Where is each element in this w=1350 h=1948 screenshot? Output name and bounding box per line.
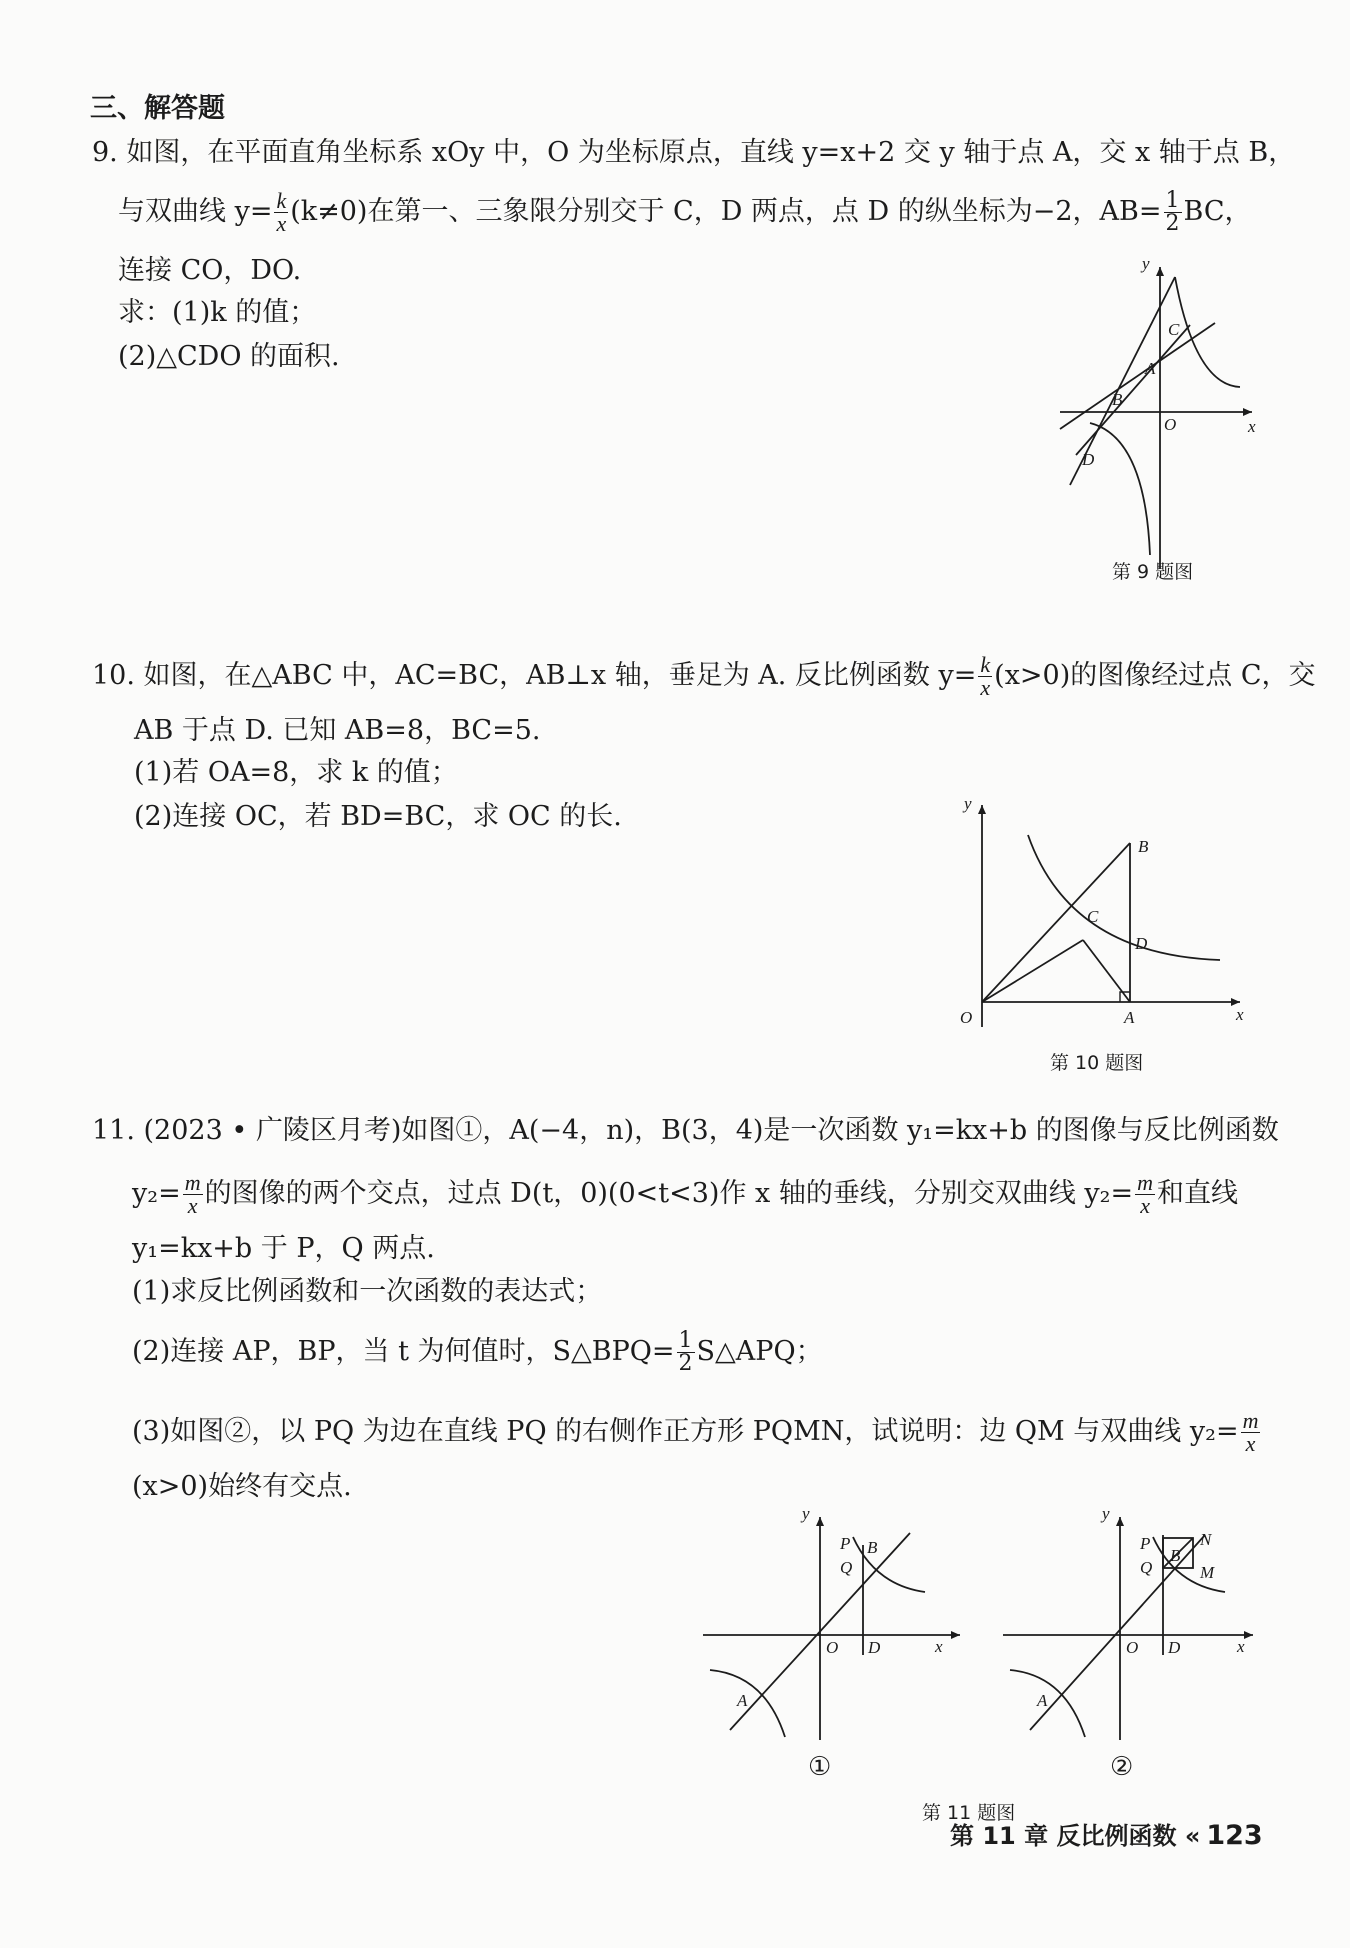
q11-fig1-x-axis-label: x [935, 1637, 943, 1656]
q11-line-5a: (2)连接 AP，BP，当 t 为何值时，S△BPQ= [132, 1336, 675, 1367]
q10-y-axis-label: y [964, 794, 972, 813]
q9-figure [1050, 255, 1260, 575]
q11-line-1: 11. (2023 • 广陵区月考)如图①，A(−4，n)，B(3，4)是一次函数 y₁=kx+b 的图像与反比例函数 [92, 1115, 1279, 1146]
section-title: 三、解答题 [90, 93, 225, 124]
q11-fraction-half: $\frac{1}{2}$ [678, 1328, 693, 1376]
q10-origin-label: O [960, 1008, 973, 1027]
q9-origin-label: O [1164, 415, 1177, 434]
q11-fig2-point-B-label: B [1170, 1546, 1181, 1565]
q11-fig2-origin-label: O [1126, 1638, 1139, 1657]
q11-fig1-point-P-label: P [840, 1534, 851, 1553]
q10-line-1 [92, 654, 1316, 699]
q11-fig1-label: ① [808, 1752, 832, 1782]
q11-caption: 第 11 题图 [922, 1802, 1016, 1824]
q9-point-C-label: C [1168, 320, 1180, 339]
q11-line-5 [132, 1330, 823, 1375]
q11-fig1-point-B-label: B [867, 1538, 878, 1557]
q11-line-6a: (3)如图②，以 PQ 为边在直线 PQ 的右侧作正方形 PQMN，试说明：边 QM 与双曲线 y₂= [132, 1416, 1239, 1447]
q11-fraction-m-over-x: $\frac{m}{x}$ [184, 1170, 201, 1218]
q10-point-B-label: B [1138, 837, 1149, 856]
q10-line-3: (1)若 OA=8，求 k 的值； [134, 757, 458, 788]
q11-fraction-m-over-x-2: $\frac{m}{x}$ [1137, 1170, 1154, 1218]
q11-line-3: y₁=kx+b 于 P，Q 两点. [132, 1233, 435, 1264]
q11-line-5b: S△APQ； [696, 1336, 823, 1367]
q11-fig2-point-A-label: A [1037, 1691, 1048, 1710]
q11-fig2-label: ② [1110, 1752, 1134, 1782]
q9-point-B-label: B [1112, 390, 1123, 409]
page-number: 123 [1206, 1820, 1263, 1851]
q10-line-4: (2)连接 OC，若 BD=BC，求 OC 的长. [134, 801, 622, 832]
q11-line-2c: 和直线 [1157, 1178, 1239, 1209]
q11-fig2-y-axis-label: y [1102, 1504, 1110, 1523]
q10-figure [950, 795, 1250, 1040]
q10-point-C-label: C [1087, 907, 1099, 926]
q11-fig2-point-D-label: D [1168, 1638, 1181, 1657]
q11-line-4: (1)求反比例函数和一次函数的表达式； [132, 1276, 603, 1307]
q9-y-axis-label: y [1142, 254, 1150, 273]
q11-fig1-origin-label: O [826, 1638, 839, 1657]
q11-line-2b: 的图像的两个交点，过点 D(t，0)(0<t<3)作 x 轴的垂线，分别交双曲线 y₂= [204, 1178, 1134, 1209]
q11-fraction-m-over-x-3: $\frac{m}{x}$ [1242, 1408, 1259, 1456]
q9-line-5: (2)△CDO 的面积. [118, 341, 340, 372]
q11-fig1-point-D-label: D [868, 1638, 881, 1657]
q11-fig2-point-N-label: N [1200, 1530, 1212, 1549]
q10-point-A-label: A [1124, 1008, 1135, 1027]
q11-line-2a: y₂= [132, 1178, 181, 1209]
page-footer [950, 1816, 1263, 1851]
q9-point-D-label: D [1082, 450, 1095, 469]
q11-fig2-point-P-label: P [1140, 1534, 1151, 1553]
q11-fig1-point-A-label: A [737, 1691, 748, 1710]
q9-fraction-k-over-x: $\frac{k}{x}$ [276, 188, 287, 236]
q9-line-3: 连接 CO，DO. [118, 255, 302, 286]
q11-figure-2 [995, 1505, 1265, 1745]
q9-line-2b: (k≠0)在第一、三象限分别交于 C，D 两点，点 D 的纵坐标为−2，AB= [290, 196, 1162, 227]
q9-line-2a: 与双曲线 y= [118, 196, 273, 227]
q9-line-2 [118, 190, 1252, 235]
q11-fig1-y-axis-label: y [802, 1504, 810, 1523]
q10-line-1b: (x>0)的图像经过点 C，交 [994, 660, 1316, 691]
q9-point-A-label: A [1145, 359, 1156, 378]
q11-figure-1 [695, 1505, 965, 1745]
q11-fig2-x-axis-label: x [1237, 1637, 1245, 1656]
q9-caption: 第 9 题图 [1112, 561, 1194, 583]
q10-fraction-k-over-x: $\frac{k}{x}$ [980, 652, 991, 700]
q9-line-1: 9. 如图，在平面直角坐标系 xOy 中，O 为坐标原点，直线 y=x+2 交 y 轴于点 A，交 x 轴于点 B， [92, 137, 1296, 168]
q9-x-axis-label: x [1248, 417, 1256, 436]
chapter-title: 第 11 章 反比例函数 « [950, 1822, 1201, 1850]
q10-caption: 第 10 题图 [1050, 1052, 1144, 1074]
q11-fig2-point-M-label: M [1200, 1563, 1215, 1582]
q10-line-1a: 10. 如图，在△ABC 中，AC=BC，AB⊥x 轴，垂足为 A. 反比例函数 y= [92, 660, 977, 691]
q11-fig1-point-Q-label: Q [840, 1558, 853, 1577]
q9-line-4: 求：(1)k 的值； [118, 297, 317, 328]
q11-line-6 [132, 1410, 1262, 1455]
q10-point-D-label: D [1135, 934, 1148, 953]
q11-line-7: (x>0)始终有交点. [132, 1471, 352, 1502]
q11-fig2-point-Q-label: Q [1140, 1558, 1153, 1577]
q10-line-2: AB 于点 D. 已知 AB=8，BC=5. [134, 715, 541, 746]
q9-line-2c: BC， [1183, 196, 1252, 227]
q10-x-axis-label: x [1236, 1005, 1244, 1024]
q9-fraction-half: $\frac{1}{2}$ [1165, 188, 1180, 236]
q11-line-2 [132, 1172, 1238, 1217]
